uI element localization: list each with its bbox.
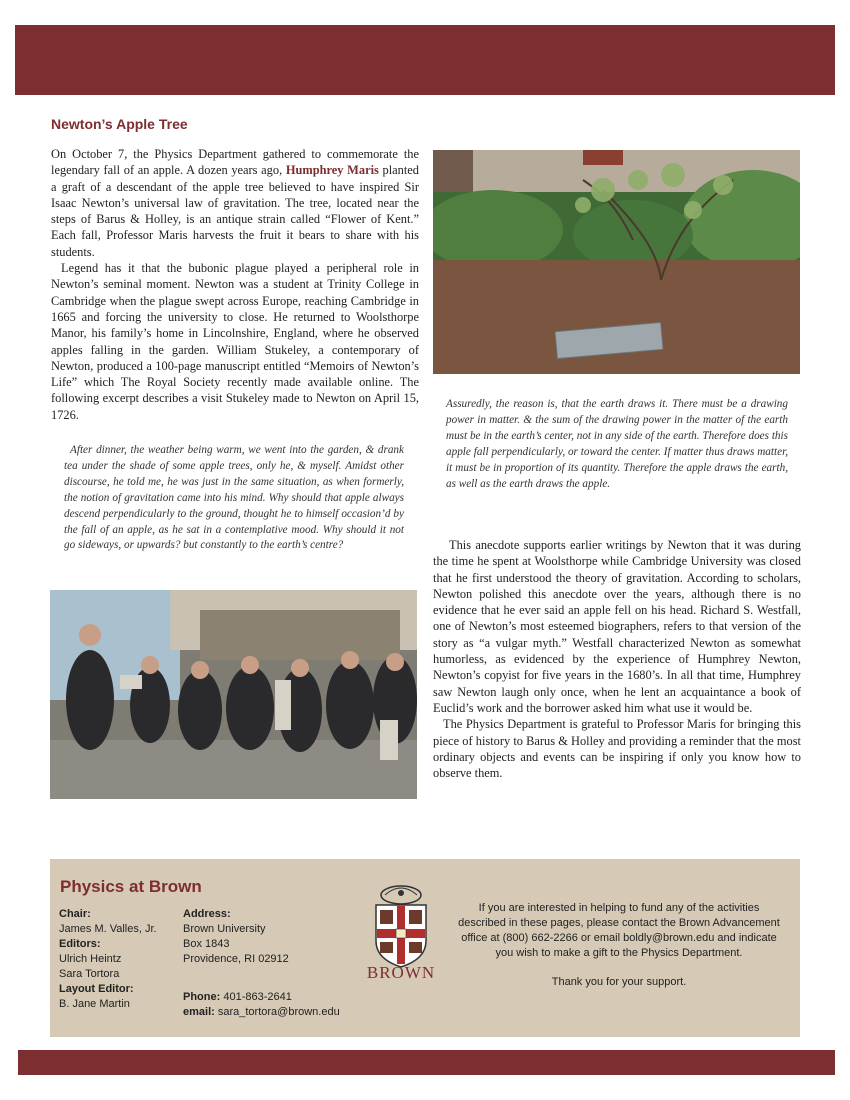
paragraph-anecdote: This anecdote supports earlier writings by Newton that it was during the time he spent at Woolsthorpe while Cambridge University was closed that he first understood the theory of gravitation. According to scholars, Newton polished this anecdote over the years, although there is no evidence that he ever said an apple fell on his head. Richard S. Westfall, one of Newton’s most esteemed biographers, refers to that version of the story as “a vulgar myth.” Westfall characterized Newton as somewhat humorless, as evidenced by the experience of Humphrey Newton, Newton’s copyist for five years in the 1680’s. In all that time, Humphrey saw Newton laugh only once, when he lent an acquaintance a book of Euclid’s work and the borrower asked him what use it would be. <box>433 538 801 715</box>
brown-wordmark: BROWN <box>366 963 436 982</box>
apple-tree-photo <box>433 150 800 374</box>
editors-label: Editors: <box>59 938 101 950</box>
email-line <box>183 1005 340 1020</box>
phone-number: 401-863-2641 <box>223 991 292 1003</box>
thank-you-text: Thank you for your support. <box>551 976 687 988</box>
email-label: email: <box>183 1006 215 1018</box>
layout-editor-label: Layout Editor: <box>59 983 134 995</box>
intro-text: On October 7, the Physics Department gathered to commemorate the legendary fall of an apple. A dozen years ago, <box>51 147 419 178</box>
paragraph-closing: The Physics Department is grateful to Professor Maris for bringing this piece of history to Barus & Holley and providing a reminder that the most ordinary objects and events can be inspiring if only you know how to observe them. <box>433 717 801 781</box>
contact-details <box>183 907 340 1020</box>
donation-appeal <box>454 901 784 990</box>
top-banner <box>15 25 835 95</box>
paragraph-intro <box>51 146 419 260</box>
article-right-column <box>433 537 801 781</box>
address-line: Providence, RI 02912 <box>183 953 289 965</box>
footer-title: Physics at Brown <box>60 877 202 896</box>
article-title: Newton’s Apple Tree <box>51 116 188 132</box>
phone-label: Phone: <box>183 991 221 1003</box>
phone-line <box>183 990 340 1005</box>
stukeley-quote-part-1: After dinner, the weather being warm, we went into the garden, & drank tea under the shade of some apple trees, only he, & myself. Amidst other discourse, he told me, he was just in the same situation, as when formerly, the notion of gravitation came into his mind. Why should that apple always descend perpendicularly to the ground, thought he to himself occasion’d by the fall of an apple, as he sat in a contemplative mood. Why should it not go sideways, or upwards? but constantly to the earth’s centre? <box>64 444 404 552</box>
paragraph-legend: Legend has it that the bubonic plague played a peripheral role in Newton’s seminal moment. Newton was a student at Trinity College in Cambridge when the plague swept across Europe, reaching Cambridge in 1665 and forcing the university to close. He returned to Woolsthorpe Manor, his family’s home in Lincolnshire, England, where he observed apples falling in the garden. William Stukeley, a contemporary of Newton, produced a 100-page manuscript entitled “Memoirs of Newton’s Life” which The Royal Society recently made available online. The following excerpt describes a visit Stukeley made to Newton on April 15, 1726. <box>51 261 419 422</box>
intro-text-cont: planted a graft of a descendant of the apple tree believed to have inspired Sir Isaac Newton’s universal law of gravitation. The tree, located near the steps of Barus & Holley, is an antique strain called “Flower of Kent.” Each fall, Professor Maris harvests the fruit it bears to share with his students. <box>51 163 419 259</box>
editor-name: Sara Tortora <box>59 968 120 980</box>
chair-name: James M. Valles, Jr. <box>59 923 157 935</box>
address-line: Box 1843 <box>183 938 230 950</box>
stukeley-quote-part-2: Assuredly, the reason is, that the earth draws it. There must be a drawing power in matter. & the sum of the drawing power in the matter of the earth must be in the earth’s center, not in any side of the earth. Therefore does this apple fall perpendicularly, or toward the center. If matter thus draws matter, it must be in proportion of its quantity. Therefore the apple draws the earth, as well as the earth draws the apple. <box>446 398 788 490</box>
footer-info-box <box>50 859 800 1037</box>
staff-list <box>59 907 157 1012</box>
crowd-photo <box>50 590 417 799</box>
appeal-text: If you are interested in helping to fund any of the activities described in these pages, please contact the Brown Advancement office at (800) 662-2266 or email boldly@brown.edu and indicate you wish to make a gift to the Physics Department. <box>458 902 780 959</box>
editor-name: Ulrich Heintz <box>59 953 122 965</box>
highlight-name: Humphrey Maris <box>285 163 379 178</box>
layout-editor-name: B. Jane Martin <box>59 998 130 1010</box>
chair-label: Chair: <box>59 908 91 920</box>
address-line: Brown University <box>183 923 266 935</box>
bottom-banner <box>18 1050 835 1075</box>
article-left-column <box>51 146 419 423</box>
email-address[interactable]: sara_tortora@brown.edu <box>217 1006 340 1018</box>
address-label: Address: <box>183 908 231 920</box>
